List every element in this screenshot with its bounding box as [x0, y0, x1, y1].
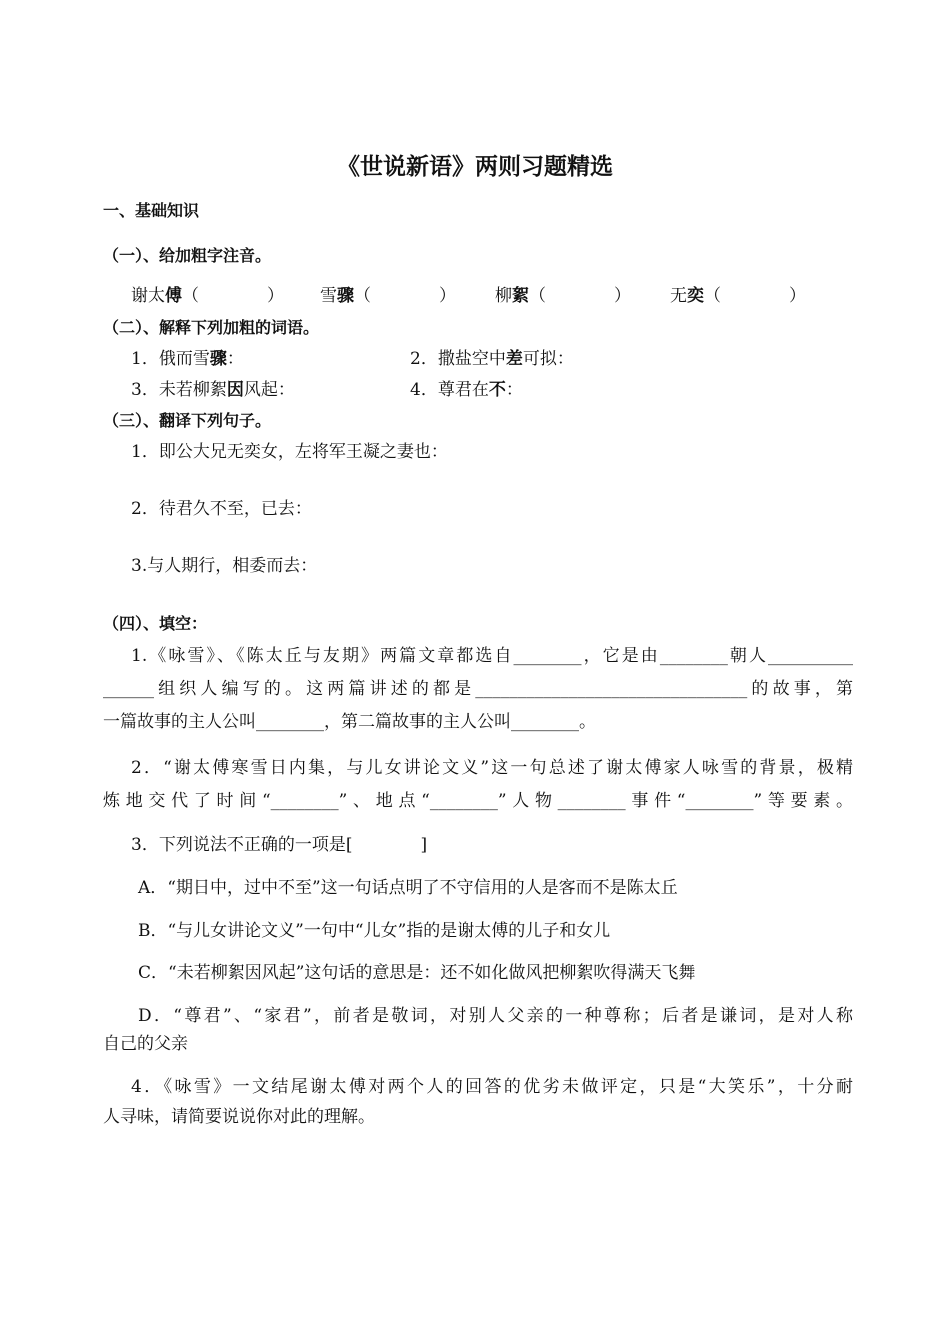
vocab-item-text: 风起： [243, 380, 295, 400]
pinyin-item-text: 柳 [495, 286, 512, 306]
fill-q1-line-3: 一篇故事的主人公叫________，第二篇故事的主人公叫________。 [103, 712, 596, 732]
translate-item-3: 3.与人期行，相委而去： [131, 556, 318, 576]
vocab-item-text: 4．尊君在 [410, 380, 489, 400]
vocab-item-text: ： [226, 349, 244, 369]
pinyin-item-2 [320, 285, 456, 307]
pinyin-item-4 [670, 285, 806, 307]
translate-item-2: 2．待君久不至，已去： [131, 499, 312, 519]
vocab-item-1 [131, 348, 244, 370]
vocab-item-2 [410, 348, 574, 370]
vocab-item-bold-word: 不 [488, 380, 506, 400]
pinyin-item-blank: （ ） [529, 286, 631, 306]
pinyin-item-bold-char: 奕 [687, 286, 704, 306]
pinyin-item-bold-char: 傅 [165, 286, 182, 306]
part4-heading: （四）、填空： [103, 614, 208, 633]
section-heading-basics: 一、基础知识 [103, 201, 200, 220]
vocab-item-text: 1．俄而雪 [131, 349, 210, 369]
pinyin-item-blank: （ ） [182, 286, 284, 306]
pinyin-item-text: 雪 [320, 286, 337, 306]
pinyin-item-blank: （ ） [704, 286, 806, 306]
choice-option-a: A．“期日中，过中不至”这一句话点明了不守信用的人是客而不是陈太丘 [138, 878, 678, 898]
fill-q2-line-2: 炼地交代了时间“________”、地点“________”人物________事件“________”等要素。 [103, 791, 853, 811]
fill-q1-line-1: 1.《咏雪》、《陈太丘与友期》两篇文章都选自________，它是由________朝人__________ [131, 646, 853, 666]
vocab-item-text: ： [505, 380, 523, 400]
choice-option-d-line-2: 自己的父亲 [103, 1034, 188, 1054]
pinyin-item-blank: （ ） [354, 286, 456, 306]
vocab-item-4 [410, 379, 523, 401]
open-q4-line-2: 人寻味，请简要说说你对此的理解。 [103, 1107, 375, 1127]
vocab-item-bold-word: 因 [226, 380, 244, 400]
vocab-item-bold-word: 差 [505, 349, 523, 369]
fill-q1-line-2: ______组织人编写的。这两篇讲述的都是________________________________的故事，第 [103, 679, 853, 699]
pinyin-item-bold-char: 骤 [337, 286, 354, 306]
choice-option-b: B．“与儿女讲论文义”一句中“儿女”指的是谢太傅的儿子和女儿 [138, 921, 611, 941]
translate-item-1: 1．即公大兄无奕女，左将军王凝之妻也： [131, 442, 448, 462]
vocab-item-text: 可拟： [522, 349, 574, 369]
part3-heading: （三）、翻译下列句子。 [103, 411, 272, 430]
open-q4-line-1: 4．《咏雪》一文结尾谢太傅对两个人的回答的优劣未做评定，只是“大笑乐”，十分耐 [131, 1077, 853, 1097]
page-title: 《世说新语》两则习题精选 [337, 154, 613, 180]
part1-heading: （一）、给加粗字注音。 [103, 246, 272, 265]
choice-question-stem: 3．下列说法不正确的一项是[ ] [131, 835, 428, 855]
pinyin-item-bold-char: 絮 [512, 286, 529, 306]
part2-heading: （二）、解释下列加粗的词语。 [103, 318, 320, 337]
vocab-item-text: 3．未若柳絮 [131, 380, 227, 400]
pinyin-item-text: 无 [670, 286, 687, 306]
vocab-item-3 [131, 379, 295, 401]
vocab-item-text: 2．撒盐空中 [410, 349, 506, 369]
choice-option-c: C．“未若柳絮因风起”这句话的意思是：还不如化做风把柳絮吹得满天飞舞 [138, 963, 696, 983]
choice-option-d-line-1: D．“尊君”、“家君”，前者是敬词，对别人父亲的一种尊称；后者是谦词，是对人称 [138, 1006, 853, 1026]
vocab-item-bold-word: 骤 [209, 349, 227, 369]
fill-q2-line-1: 2．“谢太傅寒雪日内集，与儿女讲论文义”这一句总述了谢太傅家人咏雪的背景，极精 [131, 758, 853, 778]
pinyin-item-3 [495, 285, 631, 307]
pinyin-item-text: 谢太 [131, 286, 165, 306]
pinyin-item-1 [131, 285, 284, 307]
